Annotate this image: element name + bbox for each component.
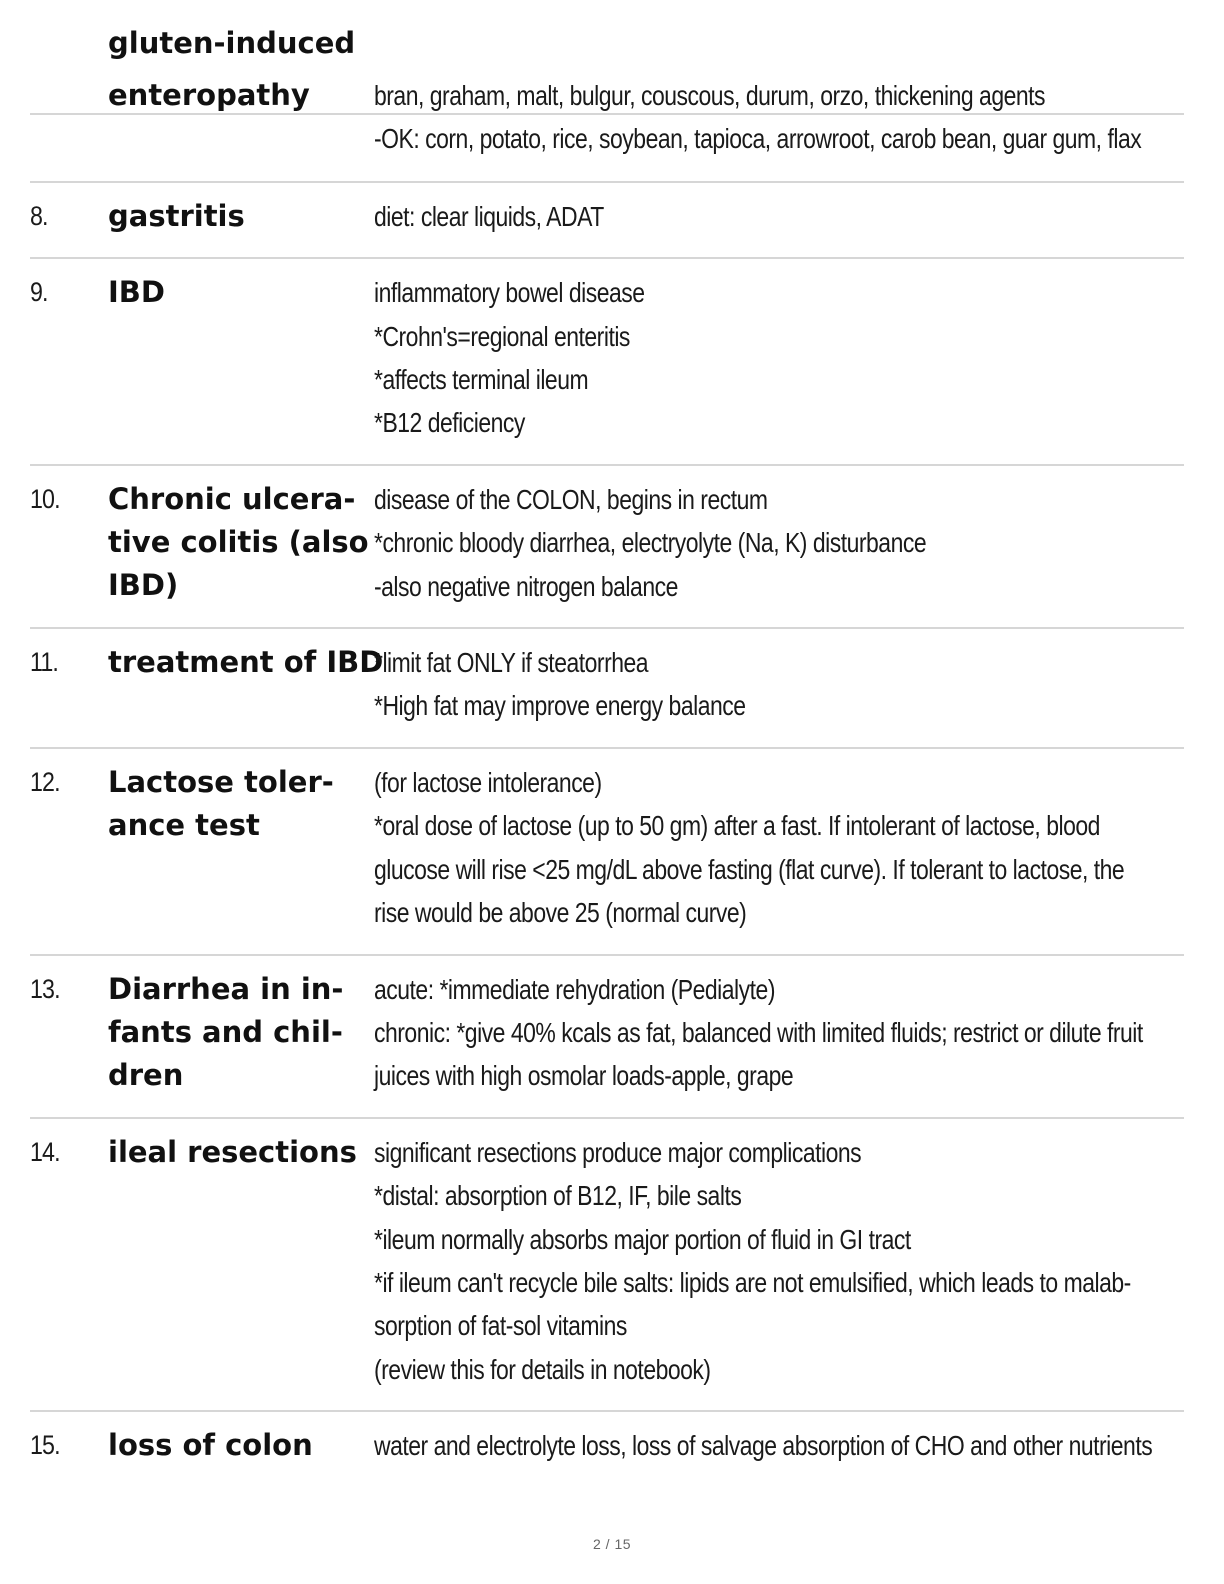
entry-row-12 — [30, 749, 1184, 956]
entry-term: Chronic ulcera- tive colitis (also IBD) — [108, 481, 369, 602]
entry-term: loss of colon — [108, 1428, 313, 1463]
entry-term: gastritis — [108, 198, 245, 233]
entry-number: 9. — [30, 277, 48, 308]
definition-line: water and electrolyte loss, loss of salvage absorption of CHO and other nutrients — [374, 1430, 1153, 1462]
definition-line: chronic: *give 40% kcals as fat, balanced with limited fluids; restrict or dilute fruit — [374, 1016, 1143, 1048]
entry-definition — [374, 271, 1184, 445]
definition-line: *limit fat ONLY if steatorrhea — [374, 647, 649, 679]
definition-line: significant resections produce major complications — [374, 1136, 862, 1168]
entry-definition — [374, 195, 1184, 238]
entry-definition — [374, 478, 1184, 608]
entry-number: 10. — [30, 483, 60, 514]
entry-definition — [374, 1424, 1224, 1467]
definition-line: bran, graham, malt, bulgur, couscous, durum, orzo, thickening agents — [374, 80, 1046, 111]
definition-line: (review this for details in notebook) — [374, 1353, 711, 1385]
entry-term: IBD — [108, 275, 165, 310]
flashcard-list — [30, 26, 1184, 1487]
definition-line: -also negative nitrogen balance — [374, 570, 678, 602]
entry-definition — [374, 641, 1184, 728]
page-indicator: 2 / 15 — [592, 1536, 632, 1552]
definition-line: acute: *immediate rehydration (Pedialyte) — [374, 973, 775, 1005]
entry-row-14 — [30, 1119, 1184, 1412]
entry-row-8 — [30, 183, 1184, 259]
definition-line: glucose will rise <25 mg/dL above fasting (flat curve). If tolerant to lactose, the — [374, 853, 1125, 885]
definition-line: juices with high osmolar loads-apple, grape — [374, 1060, 794, 1092]
definition-line: rise would be above 25 (normal curve) — [374, 897, 747, 929]
entry-row-10 — [30, 466, 1184, 629]
entry-term: Diarrhea in in- fants and chil- dren — [108, 971, 344, 1092]
definition-line: *Crohn's=regional enteritis — [374, 320, 630, 352]
definition-line: diet: clear liquids, ADAT — [374, 200, 604, 232]
continued-term-line2: enteropathy — [108, 78, 310, 112]
definition-line: *oral dose of lactose (up to 50 gm) after a fast. If intolerant of lactose, blood — [374, 810, 1100, 842]
continued-definition — [374, 74, 1224, 161]
entry-definition — [374, 1131, 1224, 1391]
entry-term: ileal resections — [108, 1134, 357, 1169]
entry-term: Lactose toler- ance test — [108, 764, 334, 842]
entry-number: 12. — [30, 766, 60, 797]
definition-line: sorption of fat-sol vitamins — [374, 1310, 627, 1342]
continued-entry-row — [30, 26, 1184, 183]
definition-line: -OK: corn, potato, rice, soybean, tapioca, arrowroot, carob bean, guar gum, flax — [374, 123, 1142, 155]
entry-row-15 — [30, 1412, 1184, 1486]
entry-number: 13. — [30, 973, 60, 1004]
entry-number: 11. — [30, 647, 58, 678]
entry-row-11 — [30, 629, 1184, 749]
definition-line: *High fat may improve energy balance — [374, 690, 746, 722]
entry-row-13 — [30, 956, 1184, 1119]
entry-definition — [374, 761, 1224, 935]
definition-line: *distal: absorption of B12, IF, bile salts — [374, 1180, 742, 1212]
definition-line: inflammatory bowel disease — [374, 277, 645, 309]
definition-line: *B12 deficiency — [374, 407, 525, 439]
definition-line: *if ileum can't recycle bile salts: lipids are not emulsified, which leads to malab- — [374, 1266, 1131, 1298]
entry-row-9 — [30, 259, 1184, 466]
definition-line: disease of the COLON, begins in rectum — [374, 483, 768, 515]
continued-term-line1: gluten-induced — [108, 26, 356, 60]
entry-number: 8. — [30, 200, 48, 231]
entry-number: 15. — [30, 1430, 60, 1461]
definition-line: *ileum normally absorbs major portion of fluid in GI tract — [374, 1223, 911, 1255]
definition-line: *affects terminal ileum — [374, 364, 589, 396]
entry-definition — [374, 968, 1224, 1098]
definition-line: *chronic bloody diarrhea, electryolyte (Na, K) disturbance — [374, 527, 927, 559]
entry-number: 14. — [30, 1136, 60, 1167]
definition-line: (for lactose intolerance) — [374, 766, 602, 798]
entry-term: treatment of IBD — [108, 645, 384, 680]
